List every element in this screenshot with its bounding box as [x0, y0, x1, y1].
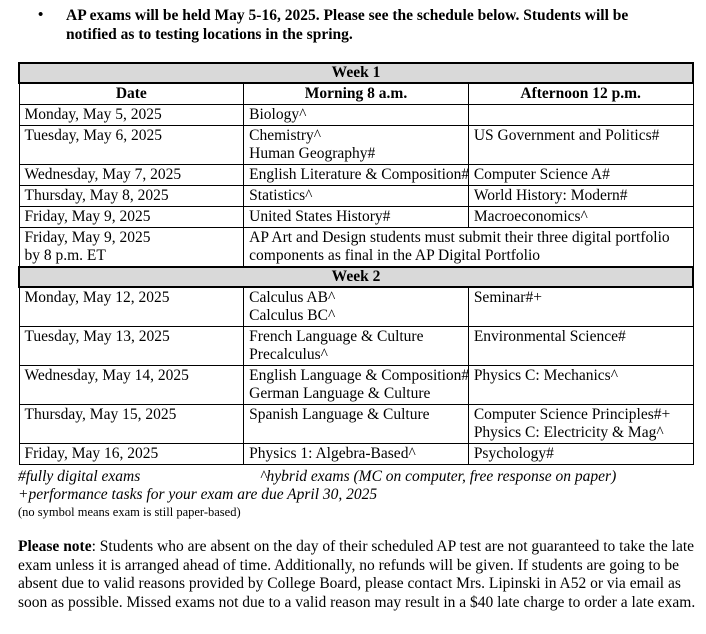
afternoon-cell-line: Computer Science A#	[473, 166, 610, 183]
afternoon-cell	[468, 366, 693, 405]
morning-cell-line: Biology^	[249, 106, 307, 123]
intro-text: AP exams will be held May 5-16, 2025. Please see the schedule below. Students will be notified as to testing locations in the spring.	[66, 7, 629, 43]
legend-row	[18, 468, 698, 486]
morning-cell	[244, 186, 469, 207]
date-cell	[19, 207, 244, 228]
table-row	[19, 366, 693, 405]
afternoon-cell-line: Computer Science Principles#+	[473, 406, 671, 423]
afternoon-cell-line: World History: Modern#	[473, 187, 628, 204]
afternoon-cell	[468, 405, 693, 444]
table-row	[19, 207, 693, 228]
date-cell-line: Wednesday, May 14, 2025	[24, 367, 189, 384]
schedule-body	[19, 63, 693, 465]
morning-cell-line: Precalculus^	[249, 346, 328, 363]
morning-cell	[244, 405, 469, 444]
table-row	[19, 327, 693, 366]
afternoon-cell	[468, 207, 693, 228]
portfolio-note-cell	[244, 228, 693, 268]
morning-cell-line: French Language & Culture	[249, 328, 424, 345]
date-cell-line: Thursday, May 15, 2025	[24, 406, 177, 423]
date-cell-line: Friday, May 16, 2025	[24, 445, 159, 462]
afternoon-cell	[468, 444, 693, 465]
morning-cell	[244, 165, 469, 186]
date-cell	[19, 105, 244, 126]
date-cell	[19, 186, 244, 207]
date-cell	[19, 444, 244, 465]
please-note-text: : Students who are absent on the day of their scheduled AP test are not guaranteed to take the late exam unless it is arranged ahead of time. Additionally, no refunds will be given. If students are going to be absent due to valid reasons provided by College Board, please contact Mrs. Lipinski in A52 or via email as soon as possible. Missed exams not due to a valid reason may result in a $40 late charge to order a late exam.	[18, 538, 696, 611]
date-cell	[19, 165, 244, 186]
please-note-label: Please note	[18, 538, 92, 555]
legend-paper: (no symbol means exam is still paper-based)	[18, 505, 241, 519]
week1-label: Week 1	[19, 63, 693, 83]
morning-cell	[244, 105, 469, 126]
morning-cell	[244, 126, 469, 165]
morning-cell-line: Calculus AB^	[249, 289, 336, 306]
afternoon-cell	[468, 105, 693, 126]
date-cell	[19, 327, 244, 366]
bullet-icon: •	[38, 7, 44, 23]
header-morning: Morning 8 a.m.	[244, 83, 469, 105]
week2-header-row	[19, 267, 693, 287]
morning-cell-line: English Language & Composition#	[249, 367, 470, 384]
morning-cell	[244, 327, 469, 366]
date-cell	[19, 126, 244, 165]
morning-cell	[244, 366, 469, 405]
legend	[18, 468, 698, 520]
header-date: Date	[19, 83, 244, 105]
date-cell-line: Monday, May 12, 2025	[24, 289, 170, 306]
date-cell-line: by 8 p.m. ET	[24, 247, 106, 264]
afternoon-cell-line: Macroeconomics^	[473, 208, 588, 225]
afternoon-cell	[468, 287, 693, 327]
table-row	[19, 105, 693, 126]
afternoon-cell-line: Physics C: Mechanics^	[473, 367, 618, 384]
table-row	[19, 186, 693, 207]
date-cell-line: Friday, May 9, 2025	[24, 208, 151, 225]
afternoon-cell	[468, 126, 693, 165]
morning-cell-line: English Literature & Composition#	[249, 166, 470, 183]
table-row	[19, 165, 693, 186]
morning-cell	[244, 207, 469, 228]
morning-cell-line: German Language & Culture	[249, 385, 431, 402]
portfolio-note-cell-line: AP Art and Design students must submit their three digital portfolio	[249, 229, 670, 246]
morning-cell-line: United States History#	[249, 208, 391, 225]
morning-cell	[244, 287, 469, 327]
intro-paragraph	[38, 6, 678, 44]
please-note-paragraph	[18, 538, 698, 612]
morning-cell	[244, 444, 469, 465]
afternoon-cell-line: Seminar#+	[473, 289, 542, 306]
week2-label: Week 2	[19, 267, 693, 287]
morning-cell-line: Physics 1: Algebra-Based^	[249, 445, 416, 462]
afternoon-cell	[468, 327, 693, 366]
date-cell-line: Monday, May 5, 2025	[24, 106, 162, 123]
afternoon-cell-line: US Government and Politics#	[473, 127, 660, 144]
portfolio-note-cell-line: components as final in the AP Digital Portfolio	[249, 247, 541, 264]
table-row	[19, 405, 693, 444]
table-row	[19, 444, 693, 465]
legend-performance: +performance tasks for your exam are due April 30, 2025	[18, 486, 378, 503]
table-row	[19, 287, 693, 327]
exam-schedule-table	[18, 62, 694, 465]
afternoon-cell	[468, 186, 693, 207]
date-cell-line: Wednesday, May 7, 2025	[24, 166, 182, 183]
date-cell-line: Thursday, May 8, 2025	[24, 187, 169, 204]
morning-cell-line: Calculus BC^	[249, 307, 336, 324]
legend-digital: #fully digital exams	[18, 468, 141, 485]
date-cell-line: Tuesday, May 13, 2025	[24, 328, 170, 345]
date-cell-line: Tuesday, May 6, 2025	[24, 127, 162, 144]
week1-header-row	[19, 63, 693, 83]
table-row	[19, 126, 693, 165]
afternoon-cell-line: Environmental Science#	[473, 328, 626, 345]
column-header-row	[19, 83, 693, 105]
morning-cell-line: Chemistry^	[249, 127, 322, 144]
date-cell-line: Friday, May 9, 2025	[24, 229, 151, 246]
portfolio-row	[19, 228, 693, 268]
morning-cell-line: Human Geography#	[249, 145, 376, 162]
date-cell	[19, 405, 244, 444]
date-cell	[19, 287, 244, 327]
date-cell	[19, 228, 244, 268]
morning-cell-line: Spanish Language & Culture	[249, 406, 430, 423]
afternoon-cell	[468, 165, 693, 186]
header-afternoon: Afternoon 12 p.m.	[468, 83, 693, 105]
legend-hybrid: ^hybrid exams (MC on computer, free response on paper)	[260, 468, 617, 485]
morning-cell-line: Statistics^	[249, 187, 313, 204]
date-cell	[19, 366, 244, 405]
afternoon-cell-line: Psychology#	[473, 445, 554, 462]
afternoon-cell-line: Physics C: Electricity & Mag^	[473, 424, 664, 441]
